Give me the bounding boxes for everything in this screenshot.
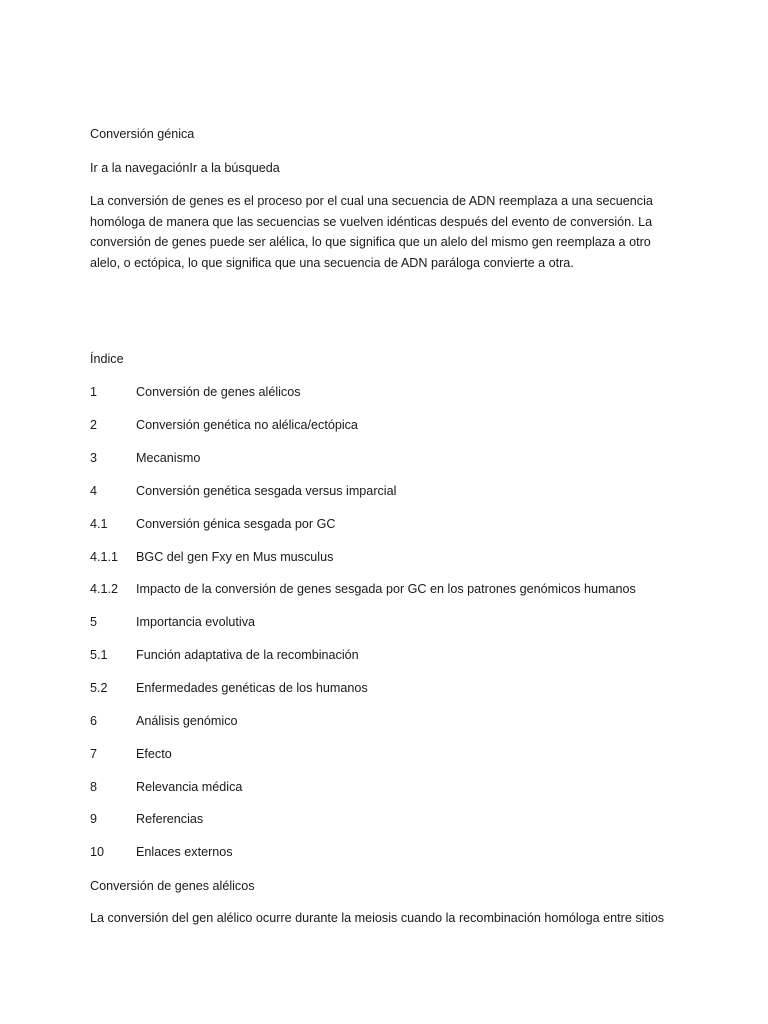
- toc-item[interactable]: [90, 711, 238, 731]
- toc-item[interactable]: [90, 579, 636, 599]
- toc-item-label: Efecto: [136, 747, 172, 761]
- toc-item[interactable]: [90, 481, 396, 501]
- toc-item-number: 4.1.2: [90, 582, 119, 596]
- toc-item-label: Referencias: [136, 812, 204, 826]
- toc-item[interactable]: [90, 777, 242, 797]
- section-paragraph: La conversión del gen alélico ocurre durante la meiosis cuando la recombinación homóloga entre sitios: [90, 911, 665, 925]
- toc-item[interactable]: [90, 842, 233, 862]
- toc-item-label: Mecanismo: [136, 451, 201, 465]
- toc-item[interactable]: [90, 547, 333, 567]
- toc-item[interactable]: [90, 645, 359, 665]
- toc-item-number: 10: [90, 845, 105, 859]
- toc-item-number: 7: [90, 747, 98, 761]
- toc-item[interactable]: [90, 678, 368, 698]
- toc-item-label: Relevancia médica: [136, 780, 243, 794]
- toc-item-label: Conversión génica sesgada por GC: [136, 517, 336, 531]
- toc-item[interactable]: [90, 382, 301, 402]
- toc-item[interactable]: [90, 744, 172, 764]
- toc-item-number: 6: [90, 714, 98, 728]
- navigation-links[interactable]: Ir a la navegaciónIr a la búsqueda: [90, 161, 280, 175]
- toc-item-label: Conversión genética sesgada versus imparcial: [136, 484, 397, 498]
- toc-item-number: 4.1.1: [90, 550, 119, 564]
- toc-item-number: 5.1: [90, 648, 108, 662]
- toc-item-number: 1: [90, 385, 98, 399]
- toc-item-number: 4.1: [90, 517, 108, 531]
- toc-heading: Índice: [90, 352, 124, 366]
- toc-item-label: BGC del gen Fxy en Mus musculus: [136, 550, 334, 564]
- toc-item-label: Conversión de genes alélicos: [136, 385, 301, 399]
- toc-item[interactable]: [90, 415, 358, 435]
- toc-item-number: 4: [90, 484, 98, 498]
- toc-item-number: 5: [90, 615, 98, 629]
- toc-item-label: Enfermedades genéticas de los humanos: [136, 681, 368, 695]
- toc-item-number: 5.2: [90, 681, 108, 695]
- intro-paragraph: La conversión de genes es el proceso por el cual una secuencia de ADN reemplaza a una secuencia homóloga de manera que las secuencias se vuelven idénticas después del evento de conversión. La conversión de genes puede ser alélica, lo que significa que un alelo del mismo gen reemplaza a otro alelo, o ectópica, lo que significa que una secuencia de ADN paráloga convierte a otra.: [90, 194, 653, 270]
- toc-item-label: Impacto de la conversión de genes sesgada por GC en los patrones genómicos humanos: [136, 582, 636, 596]
- toc-item[interactable]: [90, 809, 203, 829]
- document-title: Conversión génica: [90, 127, 195, 141]
- toc-item-label: Función adaptativa de la recombinación: [136, 648, 359, 662]
- toc-item-label: Enlaces externos: [136, 845, 233, 859]
- toc-item-label: Análisis genómico: [136, 714, 238, 728]
- document-page: [90, 0, 690, 1024]
- toc-item-label: Conversión genética no alélica/ectópica: [136, 418, 358, 432]
- toc-item[interactable]: [90, 514, 336, 534]
- toc-item-number: 3: [90, 451, 98, 465]
- toc-item-label: Importancia evolutiva: [136, 615, 256, 629]
- section-heading: Conversión de genes alélicos: [90, 879, 255, 893]
- toc-item-number: 8: [90, 780, 98, 794]
- toc-item[interactable]: [90, 612, 255, 632]
- toc-item[interactable]: [90, 448, 200, 468]
- toc-item-number: 9: [90, 812, 98, 826]
- toc-item-number: 2: [90, 418, 98, 432]
